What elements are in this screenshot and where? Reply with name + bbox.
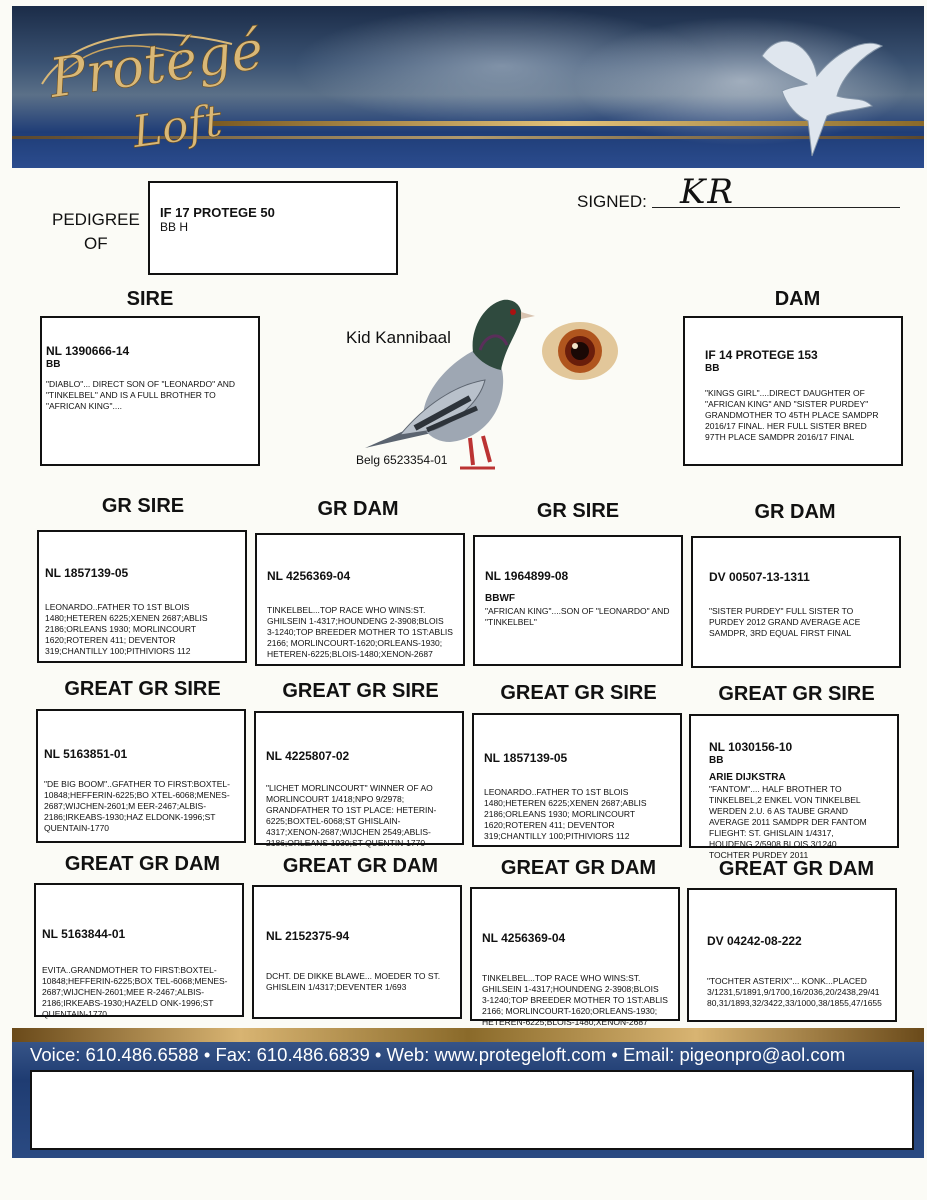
subject-color: BB H	[160, 220, 189, 234]
dam-box	[683, 316, 903, 466]
sire-box	[40, 316, 260, 466]
gr-box-3	[473, 535, 683, 666]
contact-line: Voice: 610.486.6588 • Fax: 610.486.6839 • Web: www.protegeloft.com • Email: pigeonpro@aol.com	[30, 1044, 846, 1065]
signed-label: SIGNED:	[577, 192, 647, 211]
great-gr-sire-header-1: GREAT GR SIRE	[64, 678, 221, 700]
sire-number: NL 1390666-14	[46, 344, 130, 358]
gr-description: TINKELBEL...TOP RACE WHO WINS:ST. GHILSEIN 1-4317;HOUNDENG 2-3908;BLOIS 3-1240;TOP BREEDER MOTHER TO 1ST:ABLIS 2166; MORLINCOURT-1620;ORLEANS-1930; HETEREN-6225;BLOIS-1480;XENON-2687	[267, 605, 453, 659]
footer-notes-box	[30, 1070, 914, 1150]
gr-number: NL 1964899-08	[485, 569, 569, 583]
great-gr-sire-box-3	[472, 713, 682, 847]
gr-number: NL 4256369-04	[267, 569, 351, 583]
great-gr-sire-description: LEONARDO..FATHER TO 1ST BLOIS 1480;HETEREN 6225;XENEN 2687;ABLIS 2186;ORLEANS 1930; MORLINCOURT 1620;ROTEREN 411; DEVENTOR 319;CHANTILLY 100;PITHIVIORS 112	[484, 787, 647, 841]
great-gr-sire-description: "FANTOM".... HALF BROTHER TO TINKELBEL,2 ENKEL VON TINKELBEL WERDEN 2.U. 6 AS TAUBE GRAND AVERAGE 2011 SAMDPR DER FANTOM FLIEGHT: ST. GHISLAIN 1/4317, HOUDENG 2/5908,BLOIS 3/1240. TOCHTER PURDEY 2011	[709, 784, 867, 860]
great-gr-sire-description: "LICHET MORLINCOURT" WINNER OF AO MORLINCOURT 1/418;NPO 9/2978; GRANDFATHER TO 1ST PLACE: HETERIN-6225;BOXTEL-6068;ST GHISLAIN-4317;XENON-2687;WIJCHEN 2549;ABLIS-2186;ORLEANS-1930;ST QUENTIN-1770	[266, 783, 437, 848]
great-gr-sire-box-4	[689, 714, 899, 860]
gr-dam-header-1: GR DAM	[317, 498, 399, 520]
great-gr-sire-color: BB	[709, 755, 724, 766]
gr-box-1	[37, 530, 247, 663]
great-gr-sire-number: NL 4225807-02	[266, 749, 350, 763]
great-gr-dam-box-1	[34, 883, 244, 1017]
great-gr-dam-box-3	[470, 887, 680, 1027]
sire-header: SIRE	[126, 288, 174, 310]
great-gr-dam-box-4	[687, 888, 897, 1022]
pedigree-of-label: OF	[84, 234, 108, 253]
great-gr-dam-description: EVITA..GRANDMOTHER TO FIRST:BOXTEL-10848;HEFFERIN-6225;BOX TEL-6068;MENES-2687;WIJCHEN-2601;MEE R-2467;ALBIS-2186;IRKEABS-1930;HAZELD ONK-1996;ST QUENTAIN-1770	[42, 965, 228, 1019]
header-banner	[12, 6, 924, 168]
great-gr-sire-description: "DE BIG BOOM"..GFATHER TO FIRST:BOXTEL-10848;HEFFERIN-6225;BO XTEL-6068;MENES-2687;WIJCHEN-2601;M EER-2467;ALBIS-2186;IRKEABS-1930;HAZ ELDONK-1996;ST QUENTAIN-1770	[44, 779, 230, 833]
footer-banner	[12, 1028, 924, 1158]
great-gr-dam-number: NL 5163844-01	[42, 927, 126, 941]
gr-sire-header-2: GR SIRE	[536, 500, 620, 522]
gr-description: "AFRICAN KING"....SON OF "LEONARDO" AND "TINKELBEL"	[485, 606, 670, 627]
gr-sire-header-1: GR SIRE	[101, 495, 185, 517]
pigeon-icon	[355, 290, 540, 475]
great-gr-sire-breeder: ARIE DIJKSTRA	[709, 772, 786, 783]
great-gr-sire-number: NL 5163851-01	[44, 747, 128, 761]
great-gr-sire-box-2	[254, 711, 464, 848]
great-gr-dam-description: "TOCHTER ASTERIX"... KONK...PLACED 3/1231,5/1891,9/1700,16/2036,20/2438,29/41 80,31/1893,32/3422,33/1000,38/1855,47/1655	[707, 976, 882, 1008]
great-gr-sire-header-4: GREAT GR SIRE	[718, 683, 875, 705]
ring-number: Belg 6523354-01	[356, 453, 448, 467]
pedigree-label: PEDIGREE	[52, 210, 140, 229]
subject-box	[148, 181, 398, 275]
pigeon-eye-icon	[540, 320, 620, 382]
great-gr-sire-box-1	[36, 709, 246, 843]
dam-description: "KINGS GIRL"....DIRECT DAUGHTER OF "AFRICAN KING" AND "SISTER PURDEY" GRANDMOTHER TO 45TH PLACE SAMDPR 2016/17 FINAL. HER FULL SISTER BRED 97TH PLACE SAMDPR 2016/17 FINAL	[705, 388, 879, 442]
protege-loft-logo	[32, 14, 268, 159]
gr-description: "SISTER PURDEY" FULL SISTER TO PURDEY 2012 GRAND AVERAGE ACE SAMDPR, 3RD EQUAL FIRST FINAL	[709, 606, 861, 638]
bird-name: Kid Kannibaal	[346, 328, 451, 347]
gr-box-4	[691, 536, 901, 668]
great-gr-dam-description: DCHT. DE DIKKE BLAWE... MOEDER TO ST. GHISLEIN 1/4317;DEVENTER 1/693	[266, 971, 441, 992]
gr-dam-header-2: GR DAM	[754, 501, 836, 523]
great-gr-dam-number: NL 4256369-04	[482, 931, 566, 945]
svg-text:Protégé: Protégé	[45, 17, 268, 111]
dam-color: BB	[705, 363, 720, 374]
protege-loft-logo-mark	[32, 14, 268, 159]
sire-description: "DIABLO"... DIRECT SON OF "LEONARDO" AND "TINKELBEL" AND IS A FULL BROTHER TO "AFRICAN KING"....	[46, 379, 236, 411]
dam-header: DAM	[774, 288, 821, 310]
great-gr-dam-header-1: GREAT GR DAM	[64, 853, 221, 875]
gr-color: BBWF	[485, 593, 515, 604]
great-gr-sire-number: NL 1857139-05	[484, 751, 568, 765]
signature: KR	[680, 172, 735, 212]
great-gr-dam-header-3: GREAT GR DAM	[500, 857, 657, 879]
great-gr-dam-header-4: GREAT GR DAM	[718, 858, 875, 880]
gr-box-2	[255, 533, 465, 666]
great-gr-sire-number: NL 1030156-10	[709, 740, 793, 754]
great-gr-dam-number: DV 04242-08-222	[707, 934, 802, 948]
gr-number: DV 00507-13-1311	[709, 570, 810, 584]
great-gr-dam-header-2: GREAT GR DAM	[282, 855, 439, 877]
subject-number: IF 17 PROTEGE 50	[160, 205, 275, 220]
gr-description: LEONARDO..FATHER TO 1ST BLOIS 1480;HETEREN 6225;XENEN 2687;ABLIS 2186;ORLEANS 1930; MORLINCOURT 1620;ROTEREN 411; DEVENTOR 319;CHANTILLY 100;PITHIVIORS 112	[45, 602, 208, 656]
great-gr-dam-number: NL 2152375-94	[266, 929, 350, 943]
great-gr-sire-header-2: GREAT GR SIRE	[282, 680, 439, 702]
sire-color: BB	[46, 359, 61, 370]
great-gr-sire-header-3: GREAT GR SIRE	[500, 682, 657, 704]
gr-number: NL 1857139-05	[45, 566, 129, 580]
dove-icon	[742, 16, 892, 166]
great-gr-dam-box-2	[252, 885, 462, 1019]
footer-gold-line	[12, 1028, 924, 1042]
great-gr-dam-description: TINKELBEL...TOP RACE WHO WINS:ST. GHILSEIN 1-4317;HOUNDENG 2-3908;BLOIS 3-1240;TOP BREEDER MOTHER TO 1ST:ABLIS 2166; MORLINCOURT-1620;ORLEANS-1930; HETEREN-6225;BLOIS-1480;XENON-2687	[482, 973, 668, 1027]
svg-text:Loft: Loft	[129, 95, 226, 159]
dam-number: IF 14 PROTEGE 153	[705, 348, 818, 362]
